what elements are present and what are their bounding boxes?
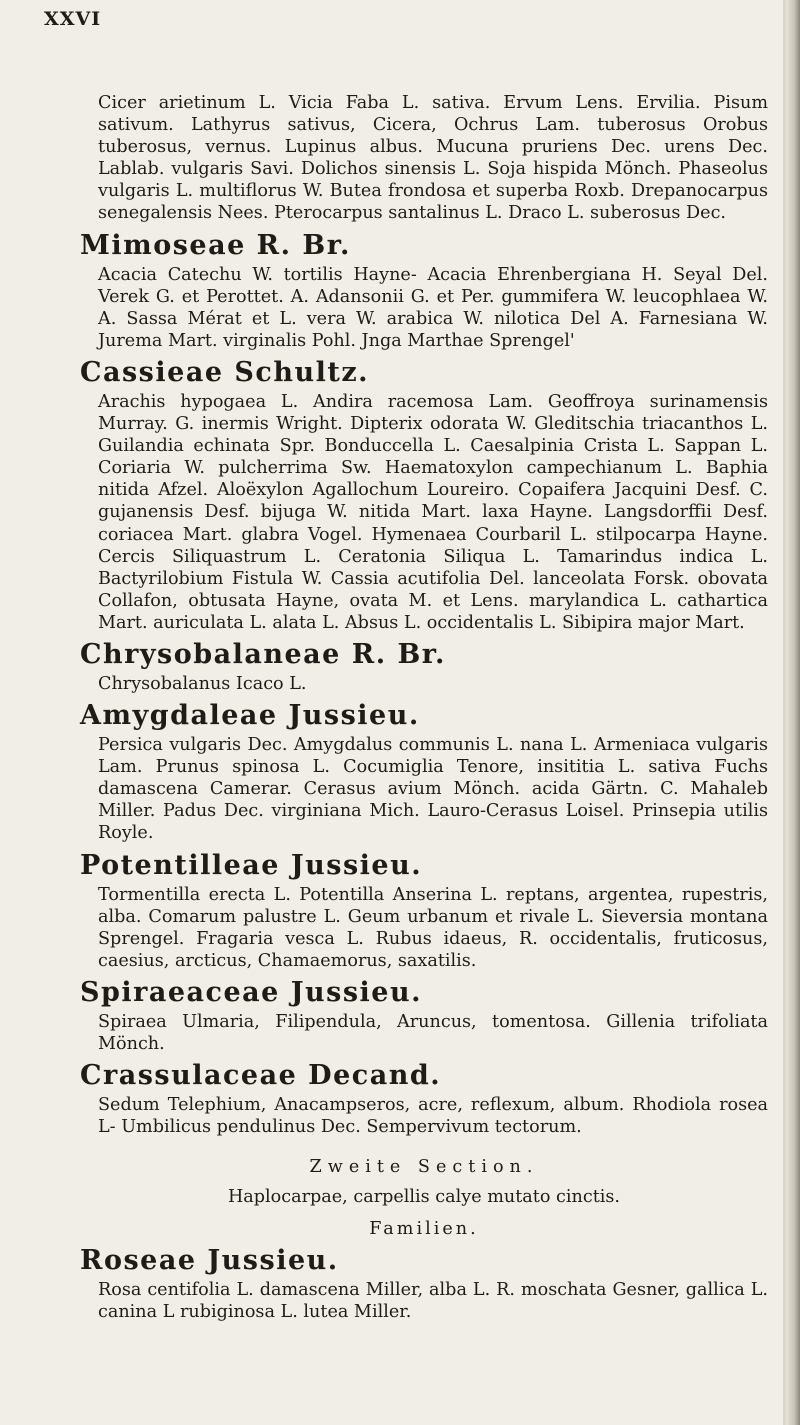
family-text-spiraeaceae: Spiraea Ulmaria, Filipendula, Aruncus, tomentosa. Gillenia trifoliata Mönch. [98,1011,768,1054]
family-text-crassulaceae: Sedum Telephium, Anacampseros, acre, reflexum, album. Rhodiola rosea L- Umbilicus pendulinus Dec. Sempervivum tectorum. [98,1095,768,1138]
family-heading-cassieae: Cassieae Schultz. [80,356,370,388]
family-heading-chrysobalaneae: Chrysobalaneae R. Br. [80,638,446,670]
family-text-cassieae: Arachis hypogaea L. Andira racemosa Lam. Geoffroya surinamensis Murray. G. inermis Wright. Dipterix odorata W. Gleditschia triacanthos L. Guilandia echinata Spr. Bonduccella L. Caesalpinia Crista L. Sappan L. Coriaria W. pulcherrima Sw. Haematoxylon campechianum L. Baphia nitida Afzel. Aloëxylon Agallochum Loureiro. Copaifera Jacquini Desf. C. gujanensis Desf. bijuga W. nitida Mart. laxa Hayne. Langsdorffii Desf. coriacea Mart. glabra Vogel. Hymenaea Courbaril L. stilpocarpa Hayne. Cercis Siliquastrum L. Ceratonia Siliqua L. Tamarindus indica L. Bactyrilobium Fistula W. Cassia acutifolia Del. lanceolata Forsk. obovata Collafon, obtusata Hayne, ovata M. et Lens. marylandica L. cathartica Mart. auriculata L. alata L. Absus L. occidentalis L. Sibipira major Mart. [98,391,768,633]
family-heading-crassulaceae: Crassulaceae Decand. [80,1060,442,1092]
page-edge [786,0,800,1425]
family-text-amygdaleae: Persica vulgaris Dec. Amygdalus communis L. nana L. Armeniaca vulgaris Lam. Prunus spinosa L. Cocumiglia Tenore, insititia L. sativa Fuchs damascena Camerar. Cerasus avium Mönch. acida Gärtn. C. Mahaleb Miller. Padus Dec. virginiana Mich. Lauro-Cerasus Loisel. Prinsepia utilis Royle. [98,735,768,844]
second-section-heading: Zweite Section. [309,1157,539,1178]
second-section-subtitle: Haplocarpae, carpellis calye mutato cinctis. [227,1187,621,1208]
family-heading-roseae: Roseae Jussieu. [80,1245,339,1277]
page-content [80,92,768,1327]
page-number: XXVI [44,8,102,30]
family-heading-potentilleae: Potentilleae Jussieu. [80,849,423,881]
family-text-mimoseae: Acacia Catechu W. tortilis Hayne- Acacia Ehrenbergiana H. Seyal Del. Verek G. et Perottet. A. Adansonii G. et Per. gummifera W. leucophlaea W. A. Sassa Mérat et L. vera W. arabica W. nilotica Del A. Farnesiana W. Jurema Mart. virginalis Pohl. Jnga Marthae Sprengel' [98,264,768,351]
family-heading-amygdaleae: Amygdaleae Jussieu. [80,700,420,732]
familien-label: Familien. [369,1219,479,1240]
family-heading-mimoseae: Mimoseae R. Br. [80,229,351,261]
family-heading-spiraeaceae: Spiraeaceae Jussieu. [80,976,422,1008]
intro-paragraph: Cicer arietinum L. Vicia Faba L. sativa. Ervum Lens. Ervilia. Pisum sativum. Lathyrus sativus, Cicera, Ochrus Lam. tuberosus Orobus tuberosus, vernus. Lupinus albus. Mucuna pruriens Dec. urens Dec. Lablab. vulgaris Savi. Dolichos sinensis L. Soja hispida Mönch. Phaseolus vulgaris L. multiflorus W. Butea frondosa et superba Roxb. Drepanocarpus senegalensis Nees. Pterocarpus santalinus L. Draco L. suberosus Dec. [98,93,768,224]
family-text-chrysobalaneae: Chrysobalanus Icaco L. [98,673,307,694]
family-text-potentilleae: Tormentilla erecta L. Potentilla Anserina L. reptans, argentea, rupestris, alba. Comarum palustre L. Geum urbanum et rivale L. Sieversia montana Sprengel. Fragaria vesca L. Rubus idaeus, R. occidentalis, fruticosus, caesius, arcticus, Chamaemorus, saxatilis. [98,884,768,971]
family-text-roseae: Rosa centifolia L. damascena Miller, alba L. R. moschata Gesner, gallica L. canina L rubiginosa L. lutea Miller. [98,1280,768,1323]
